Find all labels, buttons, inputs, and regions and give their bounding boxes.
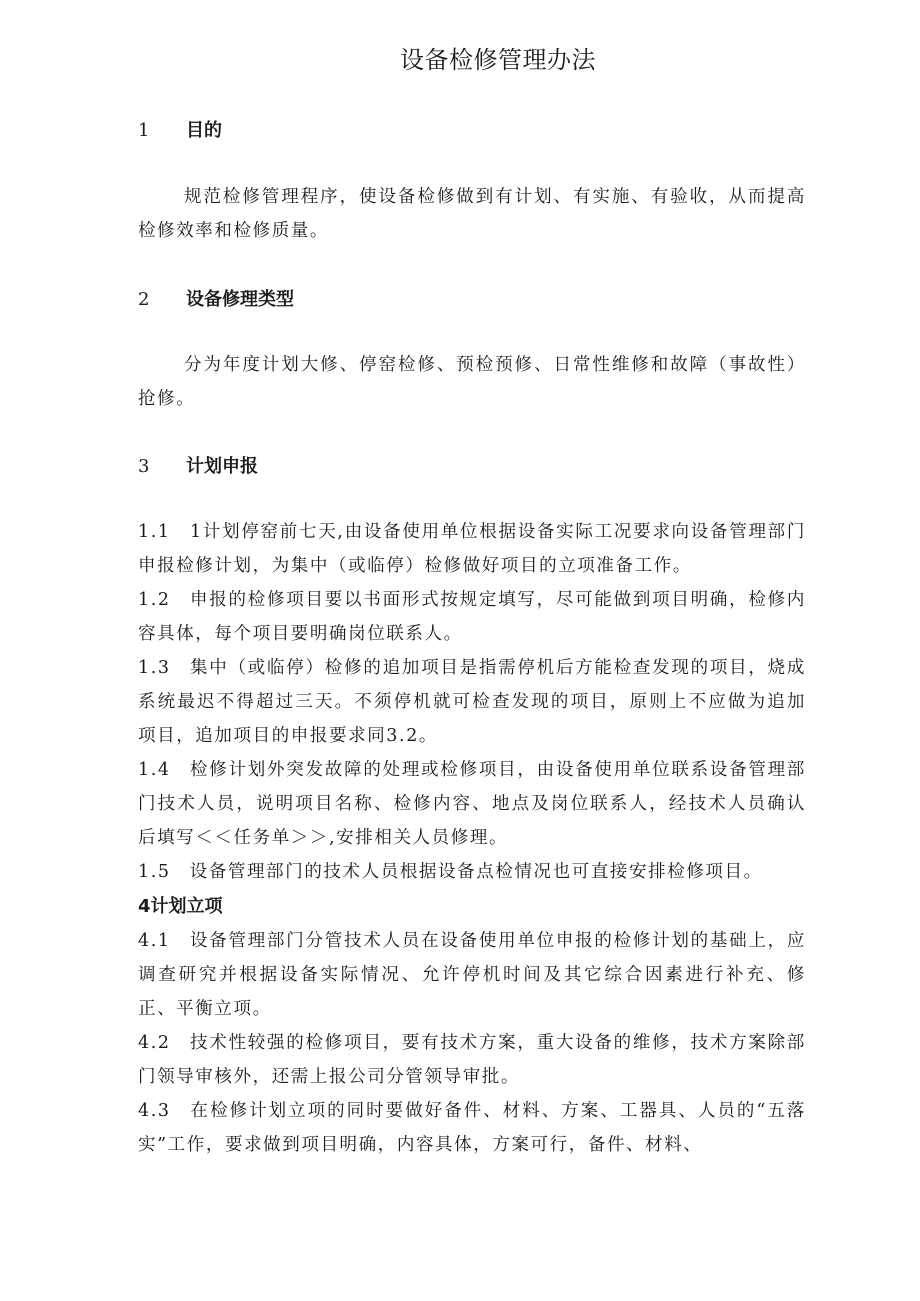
- section-heading-4: 4计划立项: [138, 896, 223, 917]
- clause-1-5: 1.5 设备管理部门的技术人员根据设备点检情况也可直接安排检修项目。: [138, 862, 763, 882]
- clause-1-1: 1.1 1计划停窑前七天,由设备使用单位根据设备实际工况要求向设备管理部门申报检修计划，为集中（或临停）检修做好项目的立项准备工作。: [138, 522, 806, 576]
- section-heading-1: [138, 118, 222, 144]
- section-heading-2: [138, 287, 294, 313]
- section-label: 目的: [186, 120, 222, 141]
- clause-4-2: 4.2 技术性较强的检修项目，要有技术方案，重大设备的维修，技术方案除部门领导审核外，还需上报公司分管领导审批。: [138, 1033, 806, 1087]
- section-label: 计划申报: [186, 456, 258, 477]
- section-heading-3: [138, 454, 258, 480]
- section-number: 3: [138, 456, 150, 477]
- clause-1-3: 1.3 集中（或临停）检修的追加项目是指需停机后方能检查发现的项目，烧成系统最迟不得超过三天。不须停机就可检查发现的项目，原则上不应做为追加项目，追加项目的申报要求同3.2。: [138, 658, 806, 746]
- clause-1-2: 1.2 申报的检修项目要以书面形式按规定填写，尽可能做到项目明确，检修内容具体，每个项目要明确岗位联系人。: [138, 590, 806, 644]
- section-2-paragraph: 分为年度计划大修、停窑检修、预检预修、日常性维修和故障（事故性）抢修。: [138, 355, 806, 409]
- section-number: 2: [138, 289, 150, 310]
- document-title: 设备检修管理办法: [400, 46, 596, 74]
- clause-4-3: 4.3 在检修计划立项的同时要做好备件、材料、方案、工器具、人员的“五落实”工作，要求做到项目明确，内容具体，方案可行，备件、材料、: [138, 1101, 806, 1155]
- clause-1-4: 1.4 检修计划外突发故障的处理或检修项目，由设备使用单位联系设备管理部门技术人员，说明项目名称、检修内容、地点及岗位联系人，经技术人员确认后填写＜＜任务单＞＞,安排相关人员修理。: [138, 760, 806, 848]
- clause-4-1: 4.1 设备管理部门分管技术人员在设备使用单位申报的检修计划的基础上，应调查研究并根据设备实际情况、允许停机时间及其它综合因素进行补充、修正、平衡立项。: [138, 931, 806, 1019]
- section-number: 1: [138, 120, 150, 141]
- section-1-paragraph: 规范检修管理程序，使设备检修做到有计划、有实施、有验收，从而提高检修效率和检修质量。: [138, 187, 806, 241]
- section-label: 设备修理类型: [186, 289, 294, 310]
